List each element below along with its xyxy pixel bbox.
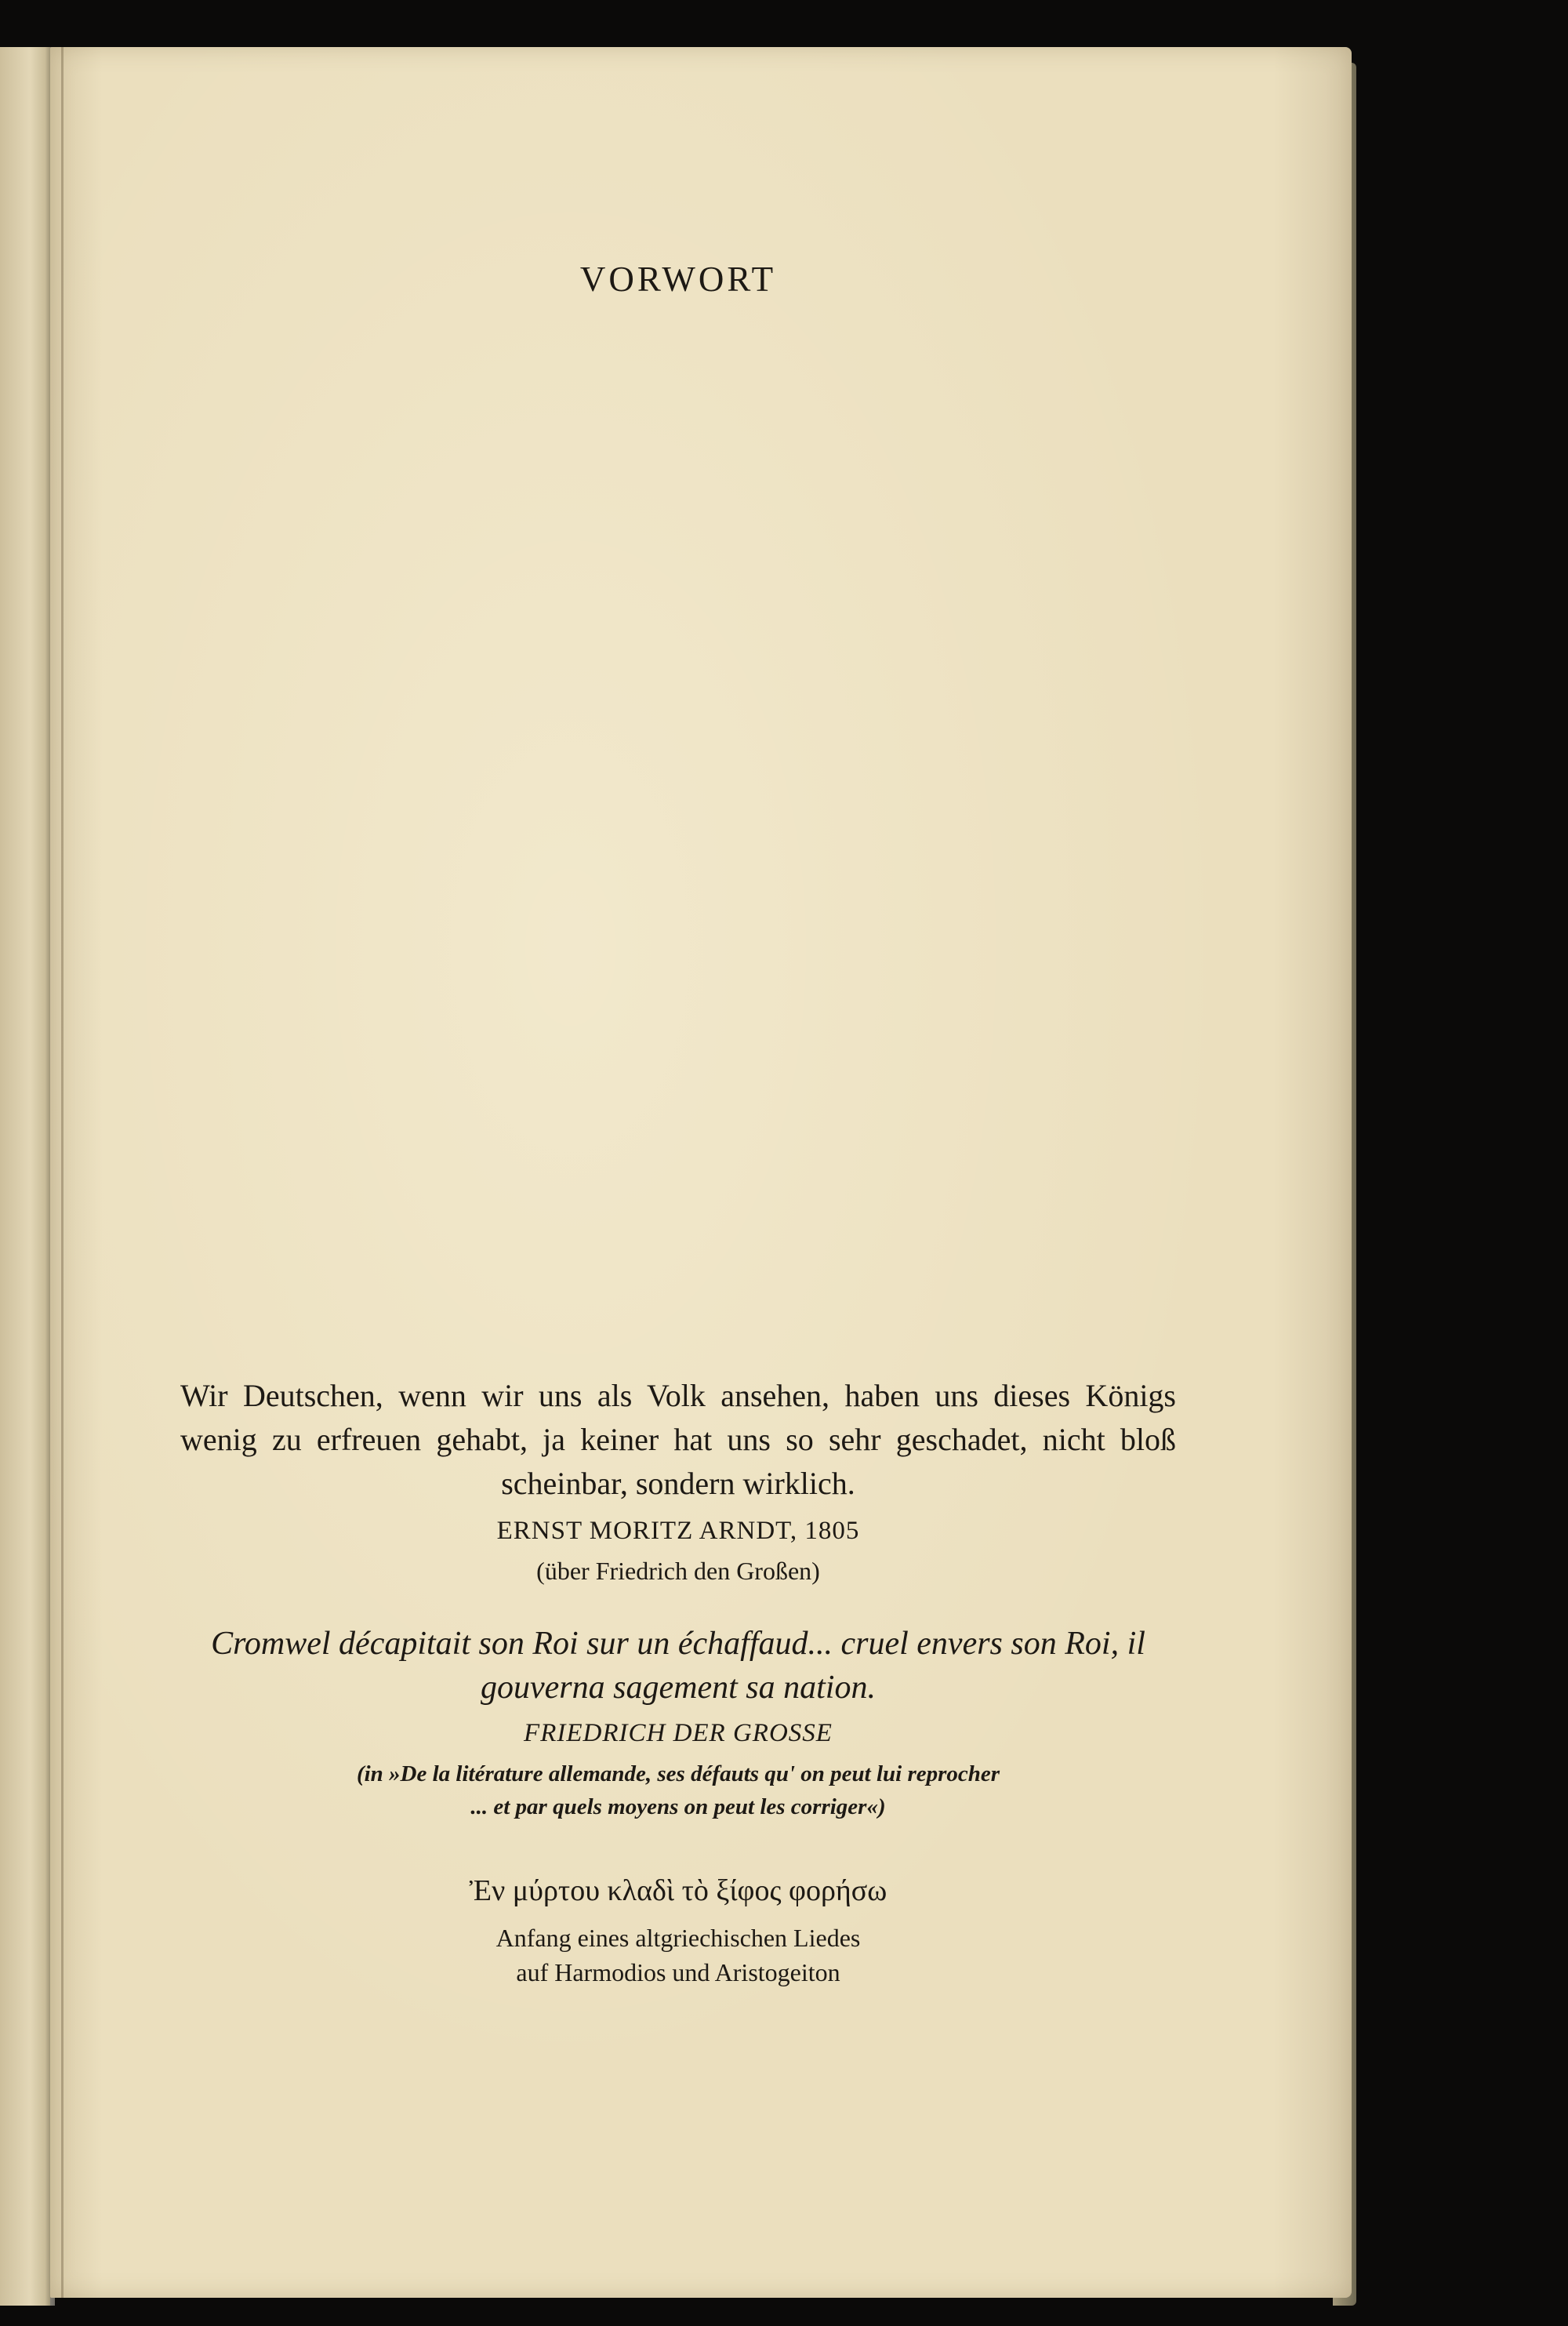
quote-note [180, 1921, 1176, 1990]
quote-text: Cromwel décapitait son Roi sur un échaffaud... cruel envers son Roi, il gouverna sagement sa nation. [211, 1626, 1145, 1706]
quote-note: (über Friedrich den Großen) [536, 1557, 820, 1585]
quote-note-line: ... et par quels moyens on peut les corriger«) [470, 1794, 886, 1819]
quote-note-line: (in »De la litérature allemande, ses défauts qu' on peut lui reprocher [356, 1761, 1000, 1786]
left-page-edge [0, 47, 50, 2306]
quote-arndt [180, 1374, 1176, 1586]
quote-note-line: auf Harmodios und Aristogeiton [516, 1958, 840, 1986]
quote-friedrich [180, 1622, 1176, 1823]
quote-greek [180, 1870, 1176, 1990]
quote-text: Ἐν μύρτου κλαδὶ τὸ ξίφος φορήσω [469, 1874, 887, 1907]
page-title: VORWORT [579, 260, 777, 299]
quote-note [180, 1757, 1176, 1823]
quote-author: ERNST MORITZ ARNDT, 1805 [496, 1517, 860, 1545]
quote-note-line: Anfang eines altgriechischen Liedes [495, 1924, 861, 1952]
page-crease [61, 47, 64, 2298]
quote-author: FRIEDRICH DER GROSSE [524, 1719, 833, 1747]
quote-text: Wir Deutschen, wenn wir uns als Volk ansehen, haben uns dieses Königs wenig zu erfreuen gehabt, ja keiner hat uns so sehr geschadet, nicht bloß scheinbar, sondern wirklich. [180, 1378, 1176, 1501]
